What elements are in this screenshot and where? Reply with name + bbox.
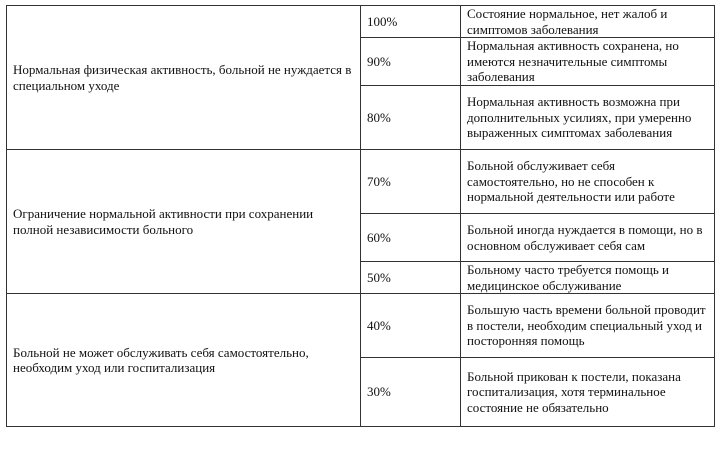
table-row — [7, 6, 715, 38]
percent-cell: 60% — [361, 214, 461, 262]
percent-cell: 40% — [361, 294, 461, 358]
description-cell: Больной иногда нуждается в помощи, но в основном обслуживает себя сам — [461, 214, 715, 262]
table-row — [7, 150, 715, 214]
description-cell: Нормальная активность возможна при дополнительных усилиях, при умеренно выраженных симптомах заболевания — [461, 86, 715, 150]
group-label-limited-activity: Ограничение нормальной активности при сохранении полной независимости больного — [7, 150, 361, 294]
karnofsky-scale-table — [6, 5, 715, 427]
percent-cell: 90% — [361, 38, 461, 86]
group-label-normal-activity: Нормальная физическая активность, больной не нуждается в специальном уходе — [7, 6, 361, 150]
description-cell: Больному часто требуется помощь и медицинское обслуживание — [461, 262, 715, 294]
percent-cell: 70% — [361, 150, 461, 214]
group-label-no-self-care: Больной не может обслуживать себя самостоятельно, необходим уход или госпитализация — [7, 294, 361, 427]
description-cell: Больной прикован к постели, показана госпитализация, хотя терминальное состояние не обязательно — [461, 358, 715, 427]
percent-cell: 100% — [361, 6, 461, 38]
percent-cell: 50% — [361, 262, 461, 294]
description-cell: Состояние нормальное, нет жалоб и симптомов заболевания — [461, 6, 715, 38]
description-cell: Большую часть времени больной проводит в постели, необходим специальный уход и посторонняя помощь — [461, 294, 715, 358]
description-cell: Нормальная активность сохранена, но имеются незначительные симптомы заболевания — [461, 38, 715, 86]
percent-cell: 30% — [361, 358, 461, 427]
percent-cell: 80% — [361, 86, 461, 150]
table-row — [7, 294, 715, 358]
description-cell: Больной обслуживает себя самостоятельно, но не способен к нормальной деятельности или работе — [461, 150, 715, 214]
